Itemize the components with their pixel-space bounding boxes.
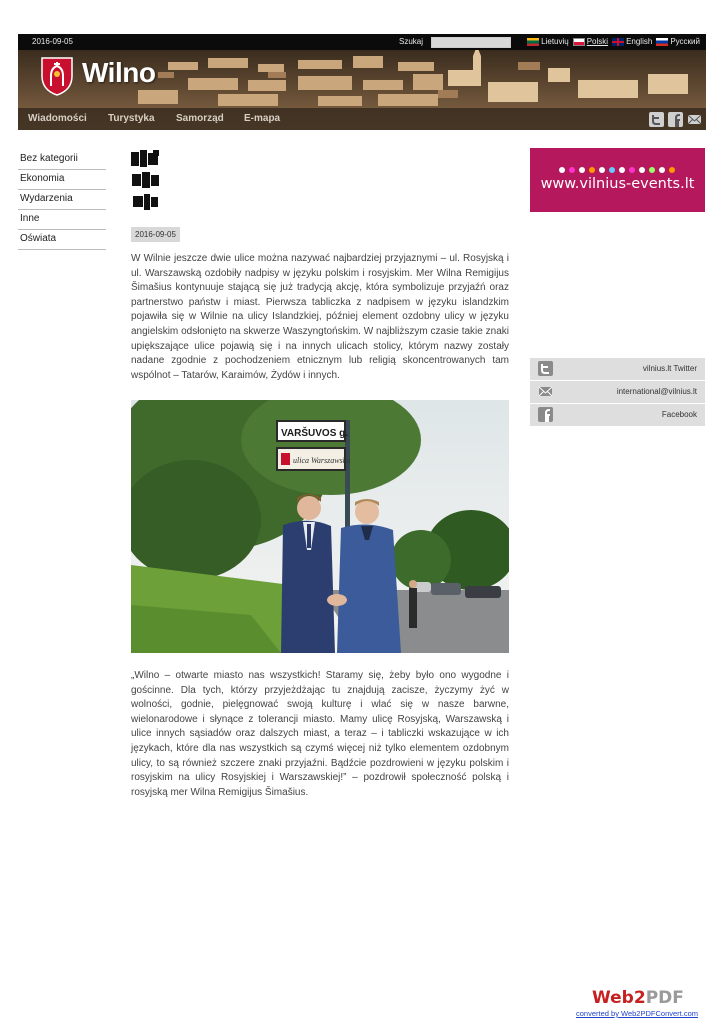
nav-item-samorzad[interactable]: Samorząd (176, 113, 224, 124)
lang-label: English (626, 37, 653, 46)
category-link-bez-kategorii[interactable]: Bez kategorii (18, 150, 106, 170)
lithuania-flag-icon (527, 38, 539, 46)
main-navigation (18, 108, 706, 130)
search-label: Szukaj (399, 37, 424, 46)
nav-item-wiadomosci[interactable]: Wiadomości (28, 113, 87, 124)
street-sign-polish: ulica Warszawska (293, 456, 351, 465)
article-date: 2016-09-05 (131, 227, 180, 242)
lang-label: Русский (670, 37, 700, 46)
article-paragraph: „Wilno – otwarte miasto nas wszystkich! Staramy się, żeby było ono wygodne i gościnne. Dla tych, którzy przyjeżdżając tu znajdują zacisze, życzymy żyć w wolności, godnie, pielęgnować swoją kulturę i wlać się w nasze barwne, wielonarodowe i słynące z tolerancji miasto. Mamy ulicę Rosyjską, Warszawską i ulice innych sąsiadów oraz dalszych miast, a teraz – i tabliczki wskazujące w ich językach, które dla nas wszystkich są czymś więcej niż tylko elementem ozdobnym ulicy, to są również szczere znaki przyjaźni. Bądźcie pozdrowieni w języku polskim i rosyjskim na ulicy Rosyjskiej i Warszawskiej!” – pozdrowił społeczność polską i rosyjską mer Wilna Remigijus Šimašius. (131, 670, 509, 798)
nav-item-e-mapa[interactable]: E-mapa (244, 113, 281, 124)
street-sign-lithuanian: VARŠUVOS g. (281, 428, 349, 439)
category-link-inne[interactable]: Inne (18, 210, 106, 230)
article-title-glyphs (131, 150, 161, 212)
top-bar (18, 34, 706, 50)
facebook-icon[interactable] (668, 112, 683, 127)
facebook-link-label: Facebook (661, 410, 697, 419)
site-title[interactable]: Wilno (82, 57, 156, 88)
search-input[interactable] (431, 37, 511, 48)
vilnius-coat-of-arms-logo[interactable] (40, 56, 74, 96)
web2pdf-logo-part: PDF (645, 988, 684, 1008)
site-header (18, 34, 706, 130)
header-date: 2016-09-05 (32, 37, 73, 46)
nav-item-turystyka[interactable]: Turystyka (108, 113, 155, 124)
vilnius-events-banner[interactable] (530, 148, 705, 212)
header-banner (18, 50, 706, 130)
category-list (18, 150, 106, 250)
web2pdf-logo (592, 988, 684, 1008)
twitter-link[interactable] (530, 358, 705, 380)
mail-icon[interactable] (687, 112, 702, 127)
events-banner-icons (558, 166, 678, 174)
article-paragraph: W Wilnie jeszcze dwie ulice można nazywać najbardziej przyjaznymi – ul. Rosyjską i ul. Warszawską ozdobiły nadpisy w języku polskim i rosyjskim. Mer Wilna Remigijus Šimašius kontynuuje stającą się już tradycją akcję, która symbolizuje przyjaźń oraz partnerstwo państw i miast. Pierwsza tabliczka z nadpisem w języku islandzkim pojawiła się w Wilnie na ulicy Islandzkiej, później element ozdobny ulicy w języku angielskim odsłonięto na skwerze Waszyngtońskim. W najbliższym czasie takie znaki upiększające ulice pojawią się i na innych ulicach stolicy, którym nazwy zostały nadane zgodnie z pochodzeniem etnicznym lub religią skoncentrowanych tam wspólnot – Tatarów, Karaimów, Żydów i innych. (131, 253, 509, 381)
email-link[interactable] (530, 381, 705, 403)
sidebar-social-links (530, 358, 705, 427)
mail-icon (538, 384, 553, 399)
twitter-link-label: vilnius.lt Twitter (642, 364, 697, 373)
category-link-oswiata[interactable]: Oświata (18, 230, 106, 250)
lang-russian-link[interactable] (656, 34, 700, 50)
email-link-label: international@vilnius.lt (616, 387, 697, 396)
lang-lithuanian-link[interactable] (527, 34, 569, 50)
category-link-wydarzenia[interactable]: Wydarzenia (18, 190, 106, 210)
lang-polish-link[interactable] (573, 34, 608, 50)
lang-english-link[interactable] (612, 34, 652, 50)
facebook-icon (538, 407, 553, 422)
uk-flag-icon (612, 38, 624, 46)
twitter-icon (538, 361, 553, 376)
header-social-icons (649, 112, 702, 127)
facebook-link[interactable] (530, 404, 705, 426)
language-switcher (527, 34, 700, 50)
web2pdf-link[interactable]: converted by Web2PDFConvert.com (576, 1009, 698, 1018)
article-photo (131, 400, 509, 653)
twitter-icon[interactable] (649, 112, 664, 127)
russia-flag-icon (656, 38, 668, 46)
poland-flag-icon (573, 38, 585, 46)
events-banner-text: www.vilnius-events.lt (540, 176, 695, 192)
lang-label: Polski (586, 37, 609, 46)
lang-label: Lietuvių (541, 37, 569, 46)
category-link-ekonomia[interactable]: Ekonomia (18, 170, 106, 190)
web2pdf-logo-part: Web2 (592, 988, 646, 1008)
web2pdf-watermark (576, 988, 696, 1020)
